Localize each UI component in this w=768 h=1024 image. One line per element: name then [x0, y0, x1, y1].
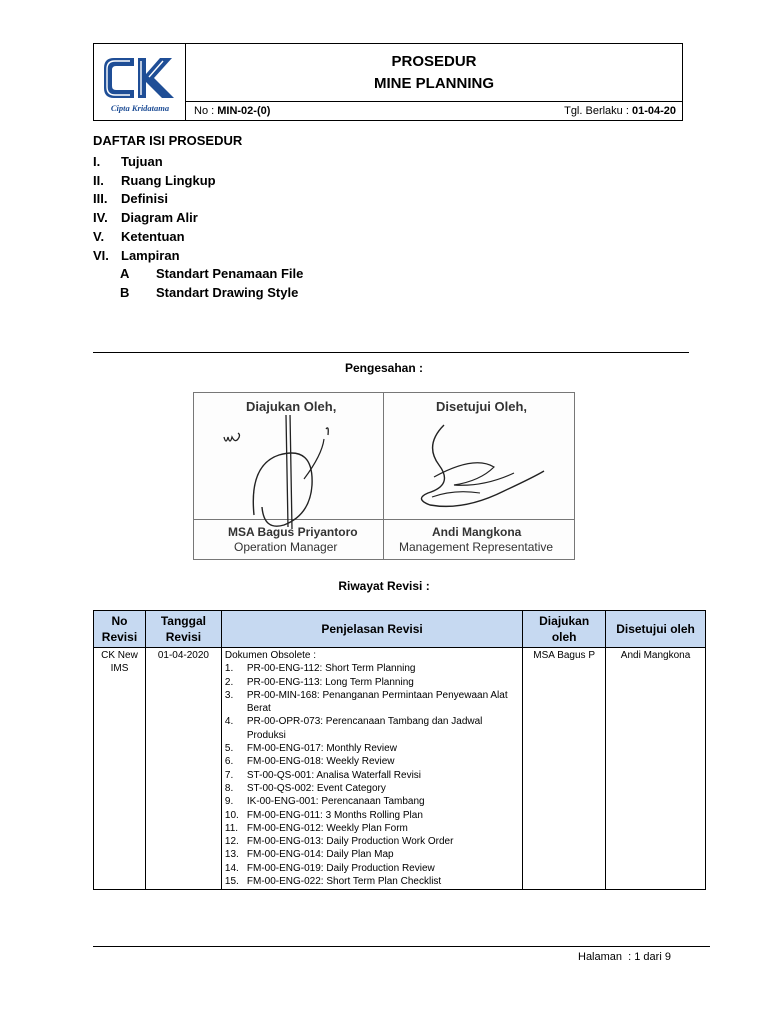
list-number: 10.: [224, 809, 239, 821]
toc-number: II.: [93, 173, 104, 188]
list-number: 14.: [224, 862, 239, 874]
logo-subtitle: Cipta Kridatama: [110, 103, 170, 113]
toc-heading: DAFTAR ISI PROSEDUR: [93, 133, 243, 148]
list-text: IK-00-ENG-001: Perencanaan Tambang: [246, 796, 425, 808]
toc-number: VI.: [93, 248, 109, 263]
toc-number: V.: [93, 229, 105, 244]
list-text: FM-00-ENG-018: Weekly Review: [246, 756, 395, 768]
list-text: FM-00-ENG-011: 3 Months Rolling Plan: [246, 809, 423, 821]
doc-title-type: PROSEDUR: [391, 53, 477, 70]
col-header-diajukan-oleh: Diajukan oleh: [523, 611, 606, 648]
document-header: [93, 43, 683, 121]
approver-role: Management Representative: [399, 540, 554, 554]
list-text: FM-00-ENG-012: Weekly Plan Form: [246, 822, 408, 834]
cell-diajukan-oleh: MSA Bagus P: [523, 648, 606, 890]
list-text: FM-00-ENG-013: Daily Production Work Order: [246, 836, 454, 848]
toc-subitem-label: Standart Penamaan File: [156, 266, 304, 281]
toc-label: Diagram Alir: [121, 210, 198, 225]
doc-title: MINE PLANNING: [374, 75, 494, 92]
table-header-row: [94, 611, 706, 648]
list-number: 4.: [224, 716, 234, 728]
list-item: [225, 689, 519, 716]
toc-label: Ketentuan: [121, 229, 185, 244]
toc-number: III.: [93, 191, 108, 206]
list-item: [225, 676, 519, 689]
list-text: ST-00-QS-001: Analisa Waterfall Revisi: [246, 769, 422, 781]
list-item: [225, 862, 519, 875]
footer-divider: [93, 946, 710, 947]
list-number: 9.: [224, 796, 234, 808]
list-number: 1.: [224, 663, 234, 675]
list-text: PR-00-MIN-168: Penanganan Permintaan Penyewaan Alat Berat: [246, 689, 508, 715]
toc-number: I.: [93, 154, 101, 169]
toc-label: Lampiran: [121, 248, 180, 263]
effective-date: [564, 105, 676, 117]
toc-number: IV.: [93, 210, 108, 225]
list-item: [225, 782, 519, 795]
table-row: [94, 648, 706, 890]
submitter-name: MSA Bagus Priyantoro: [228, 525, 358, 539]
list-text: FM-00-ENG-014: Daily Plan Map: [246, 849, 394, 861]
toc-label: Definisi: [121, 191, 168, 206]
cell-tanggal-revisi: 01-04-2020: [145, 648, 221, 890]
approval-label: Pengesahan :: [344, 361, 424, 375]
list-item: [225, 795, 519, 808]
list-text: FM-00-ENG-019: Daily Production Review: [246, 862, 435, 874]
list-item: [225, 875, 519, 888]
toc-label: Tujuan: [121, 154, 163, 169]
col-header-no-revisi: No Revisi: [94, 611, 146, 648]
approver-name: Andi Mangkona: [432, 525, 522, 539]
list-text: PR-00-OPR-073: Perencanaan Tambang dan Jadwal Produksi: [246, 716, 483, 741]
list-item: [225, 715, 519, 742]
list-item: [225, 742, 519, 755]
effective-date-value: 01-04-20: [631, 105, 676, 117]
obsolete-list: [225, 662, 519, 888]
list-item: [225, 662, 519, 675]
cell-penjelasan-revisi: [221, 648, 522, 890]
approved-by-heading: Disetujui Oleh,: [436, 399, 528, 414]
submitter-role: Operation Manager: [234, 540, 338, 554]
approver-signature: [384, 415, 574, 533]
col-header-tanggal-revisi: Tanggal Revisi: [145, 611, 221, 648]
list-number: 11.: [224, 822, 239, 834]
obsolete-title: Dokumen Obsolete :: [224, 650, 317, 661]
list-number: 12.: [224, 836, 239, 848]
list-number: 3.: [224, 689, 234, 701]
ck-logo-icon: [94, 44, 186, 120]
doc-number-label: No :: [194, 105, 218, 117]
list-text: FM-00-ENG-022: Short Term Plan Checklist: [246, 876, 442, 888]
list-item: [225, 835, 519, 848]
page-number: Halaman : 1 dari 9: [578, 951, 671, 963]
list-number: 5.: [224, 743, 234, 755]
doc-number: [194, 105, 270, 117]
title-area: [186, 44, 682, 101]
col-header-penjelasan-revisi: Penjelasan Revisi: [221, 611, 522, 648]
list-text: FM-00-ENG-017: Monthly Review: [246, 743, 397, 755]
company-logo: [94, 44, 186, 120]
effective-date-label: Tgl. Berlaku :: [564, 105, 632, 117]
list-number: 15.: [224, 876, 239, 888]
list-text: PR-00-ENG-113: Long Term Planning: [246, 676, 414, 688]
list-number: 8.: [224, 782, 234, 794]
list-number: 13.: [224, 849, 239, 861]
list-item: [225, 848, 519, 861]
revision-table: [93, 610, 706, 890]
toc-subitem-letter: B: [120, 285, 130, 300]
cell-disetujui-oleh: Andi Mangkona: [606, 648, 706, 890]
toc-subitem-label: Standart Drawing Style: [156, 285, 299, 300]
list-text: ST-00-QS-002: Event Category: [246, 782, 386, 794]
list-item: [225, 809, 519, 822]
list-item: [225, 769, 519, 782]
doc-number-value: MIN-02-(0): [217, 105, 271, 117]
col-header-disetujui-oleh: Disetujui oleh: [606, 611, 706, 648]
list-item: [225, 755, 519, 768]
section-divider: [93, 352, 689, 353]
doc-info-row: [186, 101, 682, 120]
list-number: 7.: [224, 769, 234, 781]
toc-label: Ruang Lingkup: [121, 173, 216, 188]
list-item: [225, 822, 519, 835]
signature-box: [193, 392, 575, 560]
toc-subitem-letter: A: [120, 266, 130, 281]
list-number: 2.: [224, 676, 234, 688]
submitted-by-heading: Diajukan Oleh,: [246, 399, 337, 414]
cell-no-revisi: CK New IMS: [94, 648, 146, 890]
submitter-signature: [194, 415, 384, 533]
revision-history-label: Riwayat Revisi :: [338, 579, 430, 593]
list-text: PR-00-ENG-112: Short Term Planning: [246, 663, 416, 675]
list-number: 6.: [224, 756, 234, 768]
